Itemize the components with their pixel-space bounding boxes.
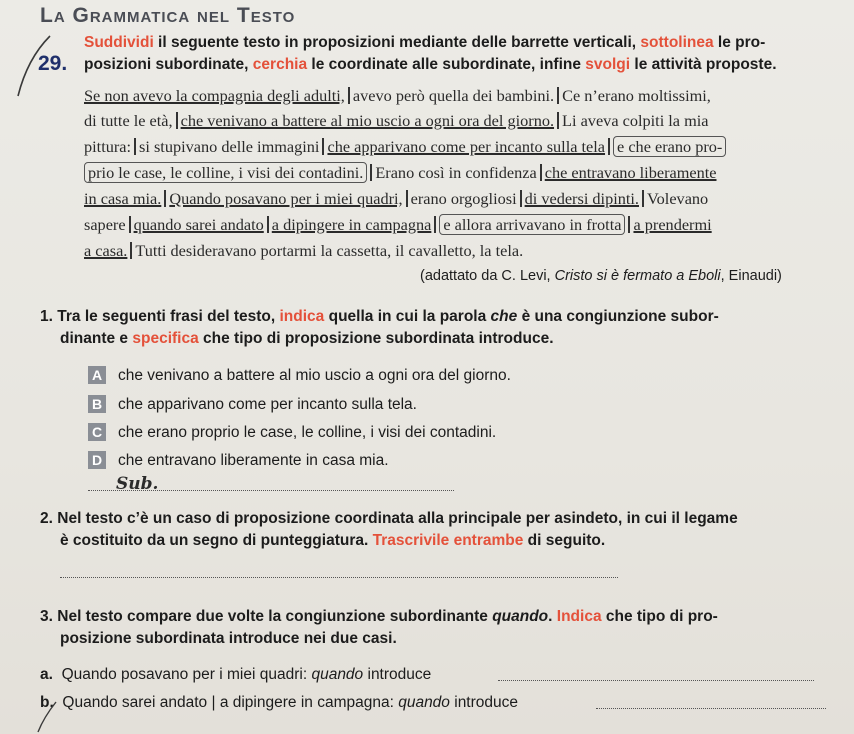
- question-3-line-1: [40, 606, 830, 628]
- citation-text: , Einaudi): [720, 268, 782, 284]
- passage-clause: a dipingere in campagna: [271, 215, 432, 234]
- question-number: 3.: [40, 608, 53, 625]
- answer-line-q3b[interactable]: [596, 708, 826, 709]
- option-letter: C: [88, 423, 106, 441]
- passage-clause: di tutte le età,: [84, 111, 173, 130]
- passage-clause: Se non avevo la compagnia degli adulti,: [84, 86, 345, 105]
- divider-bar: [129, 216, 131, 233]
- exercise-instruction-line-2: [84, 54, 834, 76]
- passage-clause: quando sarei andato: [133, 215, 264, 234]
- divider-bar: [557, 112, 559, 129]
- option-c[interactable]: [88, 423, 496, 442]
- option-text: che entravano liberamente in casa mia.: [118, 452, 389, 469]
- option-letter: A: [88, 366, 106, 384]
- question-text: che tipo di proposizione subordinata introduce.: [198, 330, 554, 347]
- question-keyword: quando: [492, 608, 549, 625]
- passage-clause: Erano così in confidenza: [375, 163, 537, 182]
- option-text: che apparivano come per incanto sulla tela.: [118, 396, 417, 413]
- question-text: .: [548, 608, 557, 625]
- instruction-verb-svolgi: svolgi: [585, 56, 631, 73]
- instruction-verb-suddividi: Suddividi: [84, 34, 154, 51]
- passage-clause: a prendermi: [633, 215, 712, 234]
- item-keyword: quando: [398, 694, 450, 711]
- question-keyword: che: [490, 308, 518, 325]
- divider-bar: [406, 190, 408, 207]
- passage-clause-circled: e che erano pro-: [613, 136, 726, 157]
- passage-clause: che venivano a battere al mio uscio a ogni ora del giorno.: [180, 111, 555, 130]
- handwritten-answer: Sub.: [116, 474, 159, 494]
- question-text: Nel testo c’è un caso di proposizione coordinata alla principale per asindeto, in cui il legame: [57, 510, 738, 527]
- passage-line: [84, 189, 708, 209]
- passage-clause-circled: prio le case, le colline, i visi dei contadini.: [84, 162, 367, 183]
- instruction-text: le pro-: [713, 34, 766, 51]
- passage-clause: in casa mia.: [84, 189, 162, 208]
- question-2-line-2: [60, 530, 850, 552]
- question-1-line-2: [60, 328, 850, 350]
- divider-bar: [348, 87, 350, 104]
- passage-clause: Li aveva colpiti la mia: [562, 111, 709, 130]
- divider-bar: [628, 216, 630, 233]
- passage-line: [84, 137, 726, 157]
- option-a[interactable]: [88, 366, 511, 385]
- passage-clause: che entravano liberamente: [544, 163, 717, 182]
- citation-book-title: Cristo si è fermato a Eboli: [554, 268, 721, 284]
- item-label: b.: [40, 694, 54, 711]
- question-number: 2.: [40, 510, 53, 527]
- option-b[interactable]: [88, 395, 417, 414]
- passage-clause: avevo però quella dei bambini.: [352, 86, 555, 105]
- instruction-verb-sottolinea: sottolinea: [640, 34, 714, 51]
- divider-bar: [176, 112, 178, 129]
- divider-bar: [642, 190, 644, 207]
- instruction-text: le attività proposte.: [630, 56, 777, 73]
- question-text: dinante e: [60, 330, 133, 347]
- passage-line: [84, 241, 523, 261]
- item-text: Quando posavano per i miei quadri:: [61, 666, 312, 683]
- question-verb: indica: [279, 308, 325, 325]
- passage-clause: che apparivano come per incanto sulla tela: [327, 137, 606, 156]
- divider-bar: [608, 138, 610, 155]
- passage-clause: Volevano: [647, 189, 709, 208]
- instruction-text: le coordinate alle subordinate, infine: [307, 56, 586, 73]
- item-text: introduce: [449, 694, 519, 711]
- question-text: Tra le seguenti frasi del testo,: [57, 308, 280, 325]
- passage-clause: Ce n’erano moltissimi,: [562, 86, 711, 105]
- option-d[interactable]: [88, 451, 389, 470]
- question-verb: Indica: [556, 608, 602, 625]
- item-label: a.: [40, 666, 53, 683]
- passage-line: [84, 111, 709, 131]
- passage-line: [84, 215, 712, 235]
- passage-clause: erano orgogliosi: [410, 189, 517, 208]
- question-text: Nel testo compare due volte la congiunzione subordinante: [57, 608, 493, 625]
- item-text: introduce: [363, 666, 432, 683]
- item-keyword: quando: [311, 666, 364, 683]
- instruction-text: posizioni subordinate,: [84, 56, 253, 73]
- answer-line-q3a[interactable]: [498, 680, 814, 681]
- question-text: è una congiunzione subor-: [517, 308, 719, 325]
- passage-clause: di vedersi dipinti.: [524, 189, 639, 208]
- question-text: posizione subordinata introduce nei due casi.: [60, 630, 397, 647]
- question-3b: [40, 694, 518, 712]
- passage-clause: sapere: [84, 215, 126, 234]
- divider-bar: [370, 164, 372, 181]
- divider-bar: [134, 138, 136, 155]
- passage-line: [84, 163, 717, 183]
- question-3a: [40, 666, 431, 684]
- pen-stroke: [34, 700, 64, 734]
- source-citation: [420, 268, 782, 284]
- exercise-number: 29.: [38, 52, 68, 75]
- divider-bar: [267, 216, 269, 233]
- divider-bar: [434, 216, 436, 233]
- question-text: è costituito da un segno di punteggiatura.: [60, 532, 373, 549]
- divider-bar: [540, 164, 542, 181]
- divider-bar: [164, 190, 166, 207]
- question-2-line-1: [40, 508, 830, 530]
- passage-clause: si stupivano delle immagini: [139, 137, 320, 156]
- answer-line-q1[interactable]: [88, 490, 454, 491]
- divider-bar: [322, 138, 324, 155]
- question-text: di seguito.: [523, 532, 606, 549]
- citation-text: (adattato da C. Levi,: [420, 268, 555, 284]
- divider-bar: [520, 190, 522, 207]
- exercise-instruction-line-1: [84, 32, 834, 54]
- option-text: che venivano a battere al mio uscio a ogni ora del giorno.: [118, 367, 511, 384]
- instruction-text: il seguente testo in proposizioni mediante delle barrette verticali,: [153, 34, 641, 51]
- option-text: che erano proprio le case, le colline, i visi dei contadini.: [118, 424, 497, 441]
- passage-clause: Quando posavano per i miei quadri,: [169, 189, 403, 208]
- instruction-verb-cerchia: cerchia: [252, 56, 308, 73]
- answer-line-q2[interactable]: [60, 577, 618, 578]
- divider-bar: [130, 242, 132, 259]
- question-verb: specifica: [132, 330, 199, 347]
- question-number: 1.: [40, 308, 53, 325]
- question-text: quella in cui la parola: [324, 308, 491, 325]
- question-verb: Trascrivile entrambe: [372, 532, 524, 549]
- passage-line: [84, 86, 711, 106]
- option-letter: D: [88, 451, 106, 469]
- item-text: Quando sarei andato | a dipingere in campagna:: [62, 694, 399, 711]
- passage-clause: pittura:: [84, 137, 132, 156]
- question-1-line-1: [40, 306, 830, 328]
- question-3-line-2: [60, 628, 850, 650]
- question-text: che tipo di pro-: [601, 608, 718, 625]
- section-title: La Grammatica nel Testo: [40, 4, 296, 27]
- divider-bar: [557, 87, 559, 104]
- option-letter: B: [88, 395, 106, 413]
- passage-clause: a casa.: [84, 241, 128, 260]
- passage-clause-circled: e allora arrivavano in frotta: [439, 214, 625, 235]
- passage-clause: Tutti desideravano portarmi la cassetta, il cavalletto, la tela.: [135, 241, 524, 260]
